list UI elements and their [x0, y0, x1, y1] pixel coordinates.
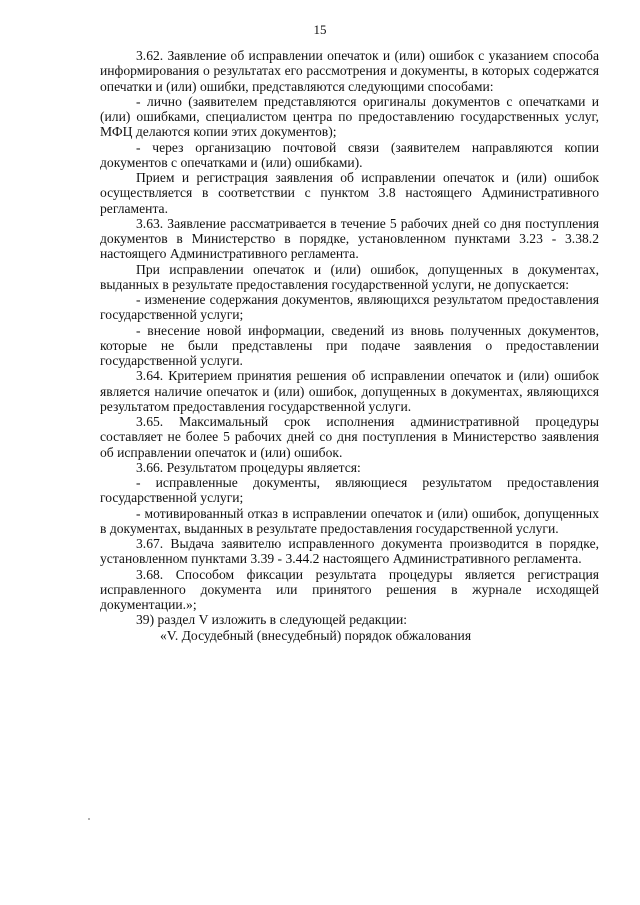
scan-speck — [88, 818, 90, 820]
list-item-new-info: - внесение новой информации, сведений из вновь полученных документов, которые не были представлены при подаче заявления о предоставлении государственной услуги. — [100, 322, 599, 368]
paragraph-3-66: 3.66. Результатом процедуры является: — [136, 459, 361, 475]
document-body — [100, 48, 599, 643]
paragraph-3-62: 3.62. Заявление об исправлении опечаток и (или) ошибок с указанием способа информирования о результатах его рассмотрения и документы, в которых содержатся опечатки и (или) ошибки, представляются следующими способами: — [100, 48, 599, 94]
paragraph-3-65: 3.65. Максимальный срок исполнения административной процедуры составляет не более 5 рабочих дней со дня поступления в Министерство заявления об исправлении опечаток и (или) ошибок. — [100, 414, 599, 460]
paragraph-3-67: 3.67. Выдача заявителю исправленного документа производится в порядке, установленном пунктами 3.39 - 3.44.2 настоящего Административного регламента. — [100, 536, 599, 567]
list-item-refusal: - мотивированный отказ в исправлении опечаток и (или) ошибок, допущенных в документах, выданных в результате предоставления государственной услуги. — [100, 505, 599, 536]
page-number: 15 — [313, 22, 327, 37]
list-item-postal: - через организацию почтовой связи (заявителем направляются копии документов с опечатками и (или) ошибками). — [100, 139, 599, 170]
paragraph-39: 39) раздел V изложить в следующей редакции: — [136, 612, 408, 628]
paragraph-3-64: 3.64. Критерием принятия решения об исправлении опечаток и (или) ошибок является наличие опечаток и (или) ошибок, допущенных в документах, являющихся результатом предоставления государственной услуги. — [100, 368, 599, 414]
paragraph-3-63: 3.63. Заявление рассматривается в течение 5 рабочих дней со дня поступления документов в Министерство в порядке, установленном пунктами 3.23 - 3.38.2 настоящего Административного регламента. — [100, 215, 599, 262]
paragraph-3-68: 3.68. Способом фиксации результата процедуры является регистрация исправленного документа или принятого решения в журнале исходящей документации.»; — [100, 566, 599, 612]
list-item-in-person: - лично (заявителем представляются оригиналы документов с опечатками и (или) ошибками, специалистом центра по предоставлению государственных услуг, МФЦ делаются копии этих документов); — [100, 93, 599, 140]
list-item-change-content: - изменение содержания документов, являющихся результатом предоставления государственной услуги; — [100, 292, 599, 323]
paragraph-not-allowed: При исправлении опечаток и (или) ошибок, допущенных в документах, выданных в результате предоставления государственной услуги, не допускается: — [100, 261, 599, 292]
list-item-corrected-docs: - исправленные документы, являющиеся результатом предоставления государственной услуги; — [100, 475, 599, 506]
paragraph-registration: Прием и регистрация заявления об исправлении опечаток и (или) ошибок осуществляется в соответствии с пунктом 3.8 настоящего Административного регламента. — [100, 170, 599, 216]
section-v-heading: «V. Досудебный (внесудебный) порядок обжалования — [160, 627, 472, 643]
